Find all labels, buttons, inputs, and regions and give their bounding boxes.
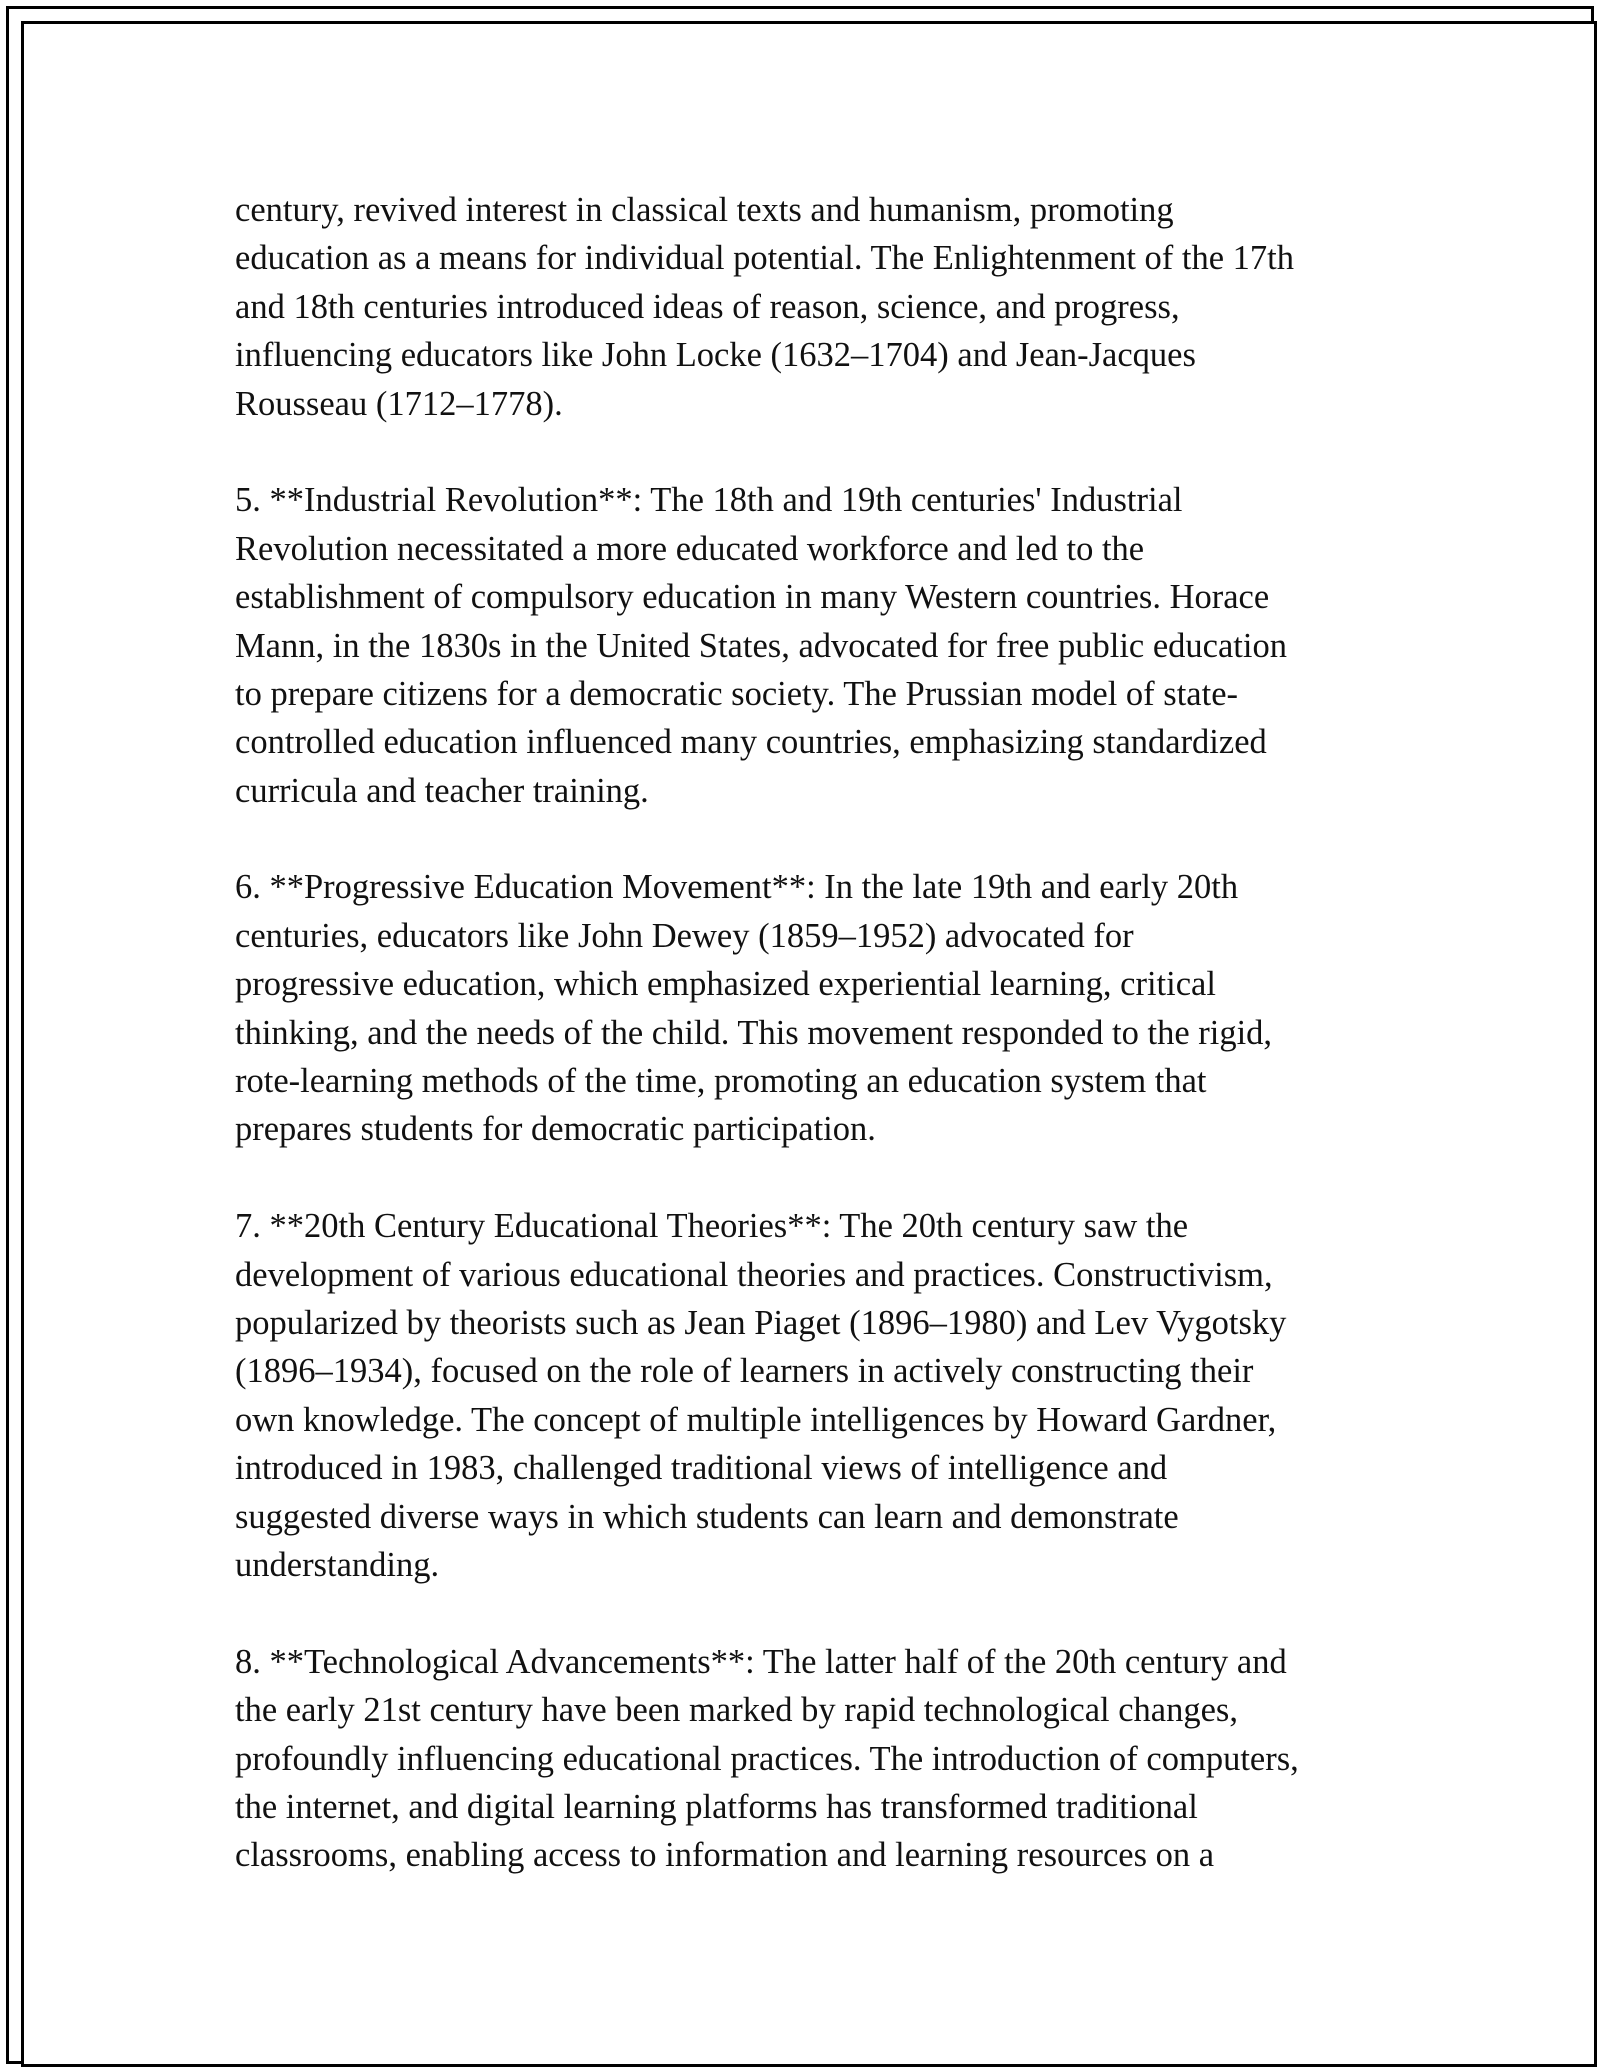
- text-line: rote-learning methods of the time, promoting an education system that: [235, 1062, 1207, 1101]
- paragraph-gap: [235, 428, 1385, 476]
- paragraph-20th-century-theories: [235, 1202, 1385, 1589]
- paragraph-technological-advancements: [235, 1638, 1385, 1880]
- document-body: [235, 186, 1385, 1880]
- paragraph-gap: [235, 1154, 1385, 1202]
- text-line: 5. **Industrial Revolution**: The 18th and 19th centuries' Industrial: [235, 481, 1183, 520]
- text-line: and 18th centuries introduced ideas of reason, science, and progress,: [235, 287, 1180, 326]
- text-line: introduced in 1983, challenged traditional views of intelligence and: [235, 1449, 1168, 1488]
- text-line: Rousseau (1712–1778).: [235, 384, 563, 423]
- paragraph-industrial-revolution: [235, 476, 1385, 815]
- text-line: own knowledge. The concept of multiple intelligences by Howard Gardner,: [235, 1400, 1277, 1439]
- text-line: centuries, educators like John Dewey (1859–1952) advocated for: [235, 916, 1134, 955]
- paragraph-gap: [235, 1589, 1385, 1637]
- text-line: development of various educational theories and practices. Constructivism,: [235, 1255, 1273, 1294]
- text-line: curricula and teacher training.: [235, 771, 649, 810]
- text-line: education as a means for individual potential. The Enlightenment of the 17th: [235, 239, 1295, 278]
- text-line: Revolution necessitated a more educated workforce and led to the: [235, 529, 1145, 568]
- text-line: profoundly influencing educational practices. The introduction of computers,: [235, 1739, 1299, 1778]
- text-line: establishment of compulsory education in many Western countries. Horace: [235, 578, 1270, 617]
- text-line: suggested diverse ways in which students can learn and demonstrate: [235, 1497, 1179, 1536]
- text-line: 7. **20th Century Educational Theories**: The 20th century saw the: [235, 1207, 1189, 1246]
- text-line: to prepare citizens for a democratic society. The Prussian model of state-: [235, 674, 1239, 713]
- text-line: progressive education, which emphasized experiential learning, critical: [235, 965, 1216, 1004]
- text-line: 8. **Technological Advancements**: The latter half of the 20th century and: [235, 1642, 1287, 1681]
- paragraph-gap: [235, 815, 1385, 863]
- text-line: understanding.: [235, 1545, 440, 1584]
- text-line: classrooms, enabling access to information and learning resources on a: [235, 1836, 1215, 1875]
- text-line: century, revived interest in classical texts and humanism, promoting: [235, 191, 1174, 229]
- text-line: prepares students for democratic participation.: [235, 1110, 876, 1149]
- text-line: the early 21st century have been marked by rapid technological changes,: [235, 1691, 1238, 1730]
- text-line: popularized by theorists such as Jean Piaget (1896–1980) and Lev Vygotsky: [235, 1303, 1287, 1342]
- text-line: 6. **Progressive Education Movement**: In the late 19th and early 20th: [235, 868, 1239, 907]
- text-line: Mann, in the 1830s in the United States, advocated for free public education: [235, 626, 1287, 665]
- paragraph-progressive-education: [235, 863, 1385, 1153]
- text-line: thinking, and the needs of the child. This movement responded to the rigid,: [235, 1013, 1273, 1052]
- text-line: influencing educators like John Locke (1632–1704) and Jean-Jacques: [235, 336, 1196, 375]
- text-line: (1896–1934), focused on the role of learners in actively constructing their: [235, 1352, 1254, 1391]
- text-line: controlled education influenced many countries, emphasizing standardized: [235, 723, 1267, 762]
- text-line: the internet, and digital learning platforms has transformed traditional: [235, 1787, 1198, 1826]
- paragraph-renaissance-continuation: [235, 186, 1385, 428]
